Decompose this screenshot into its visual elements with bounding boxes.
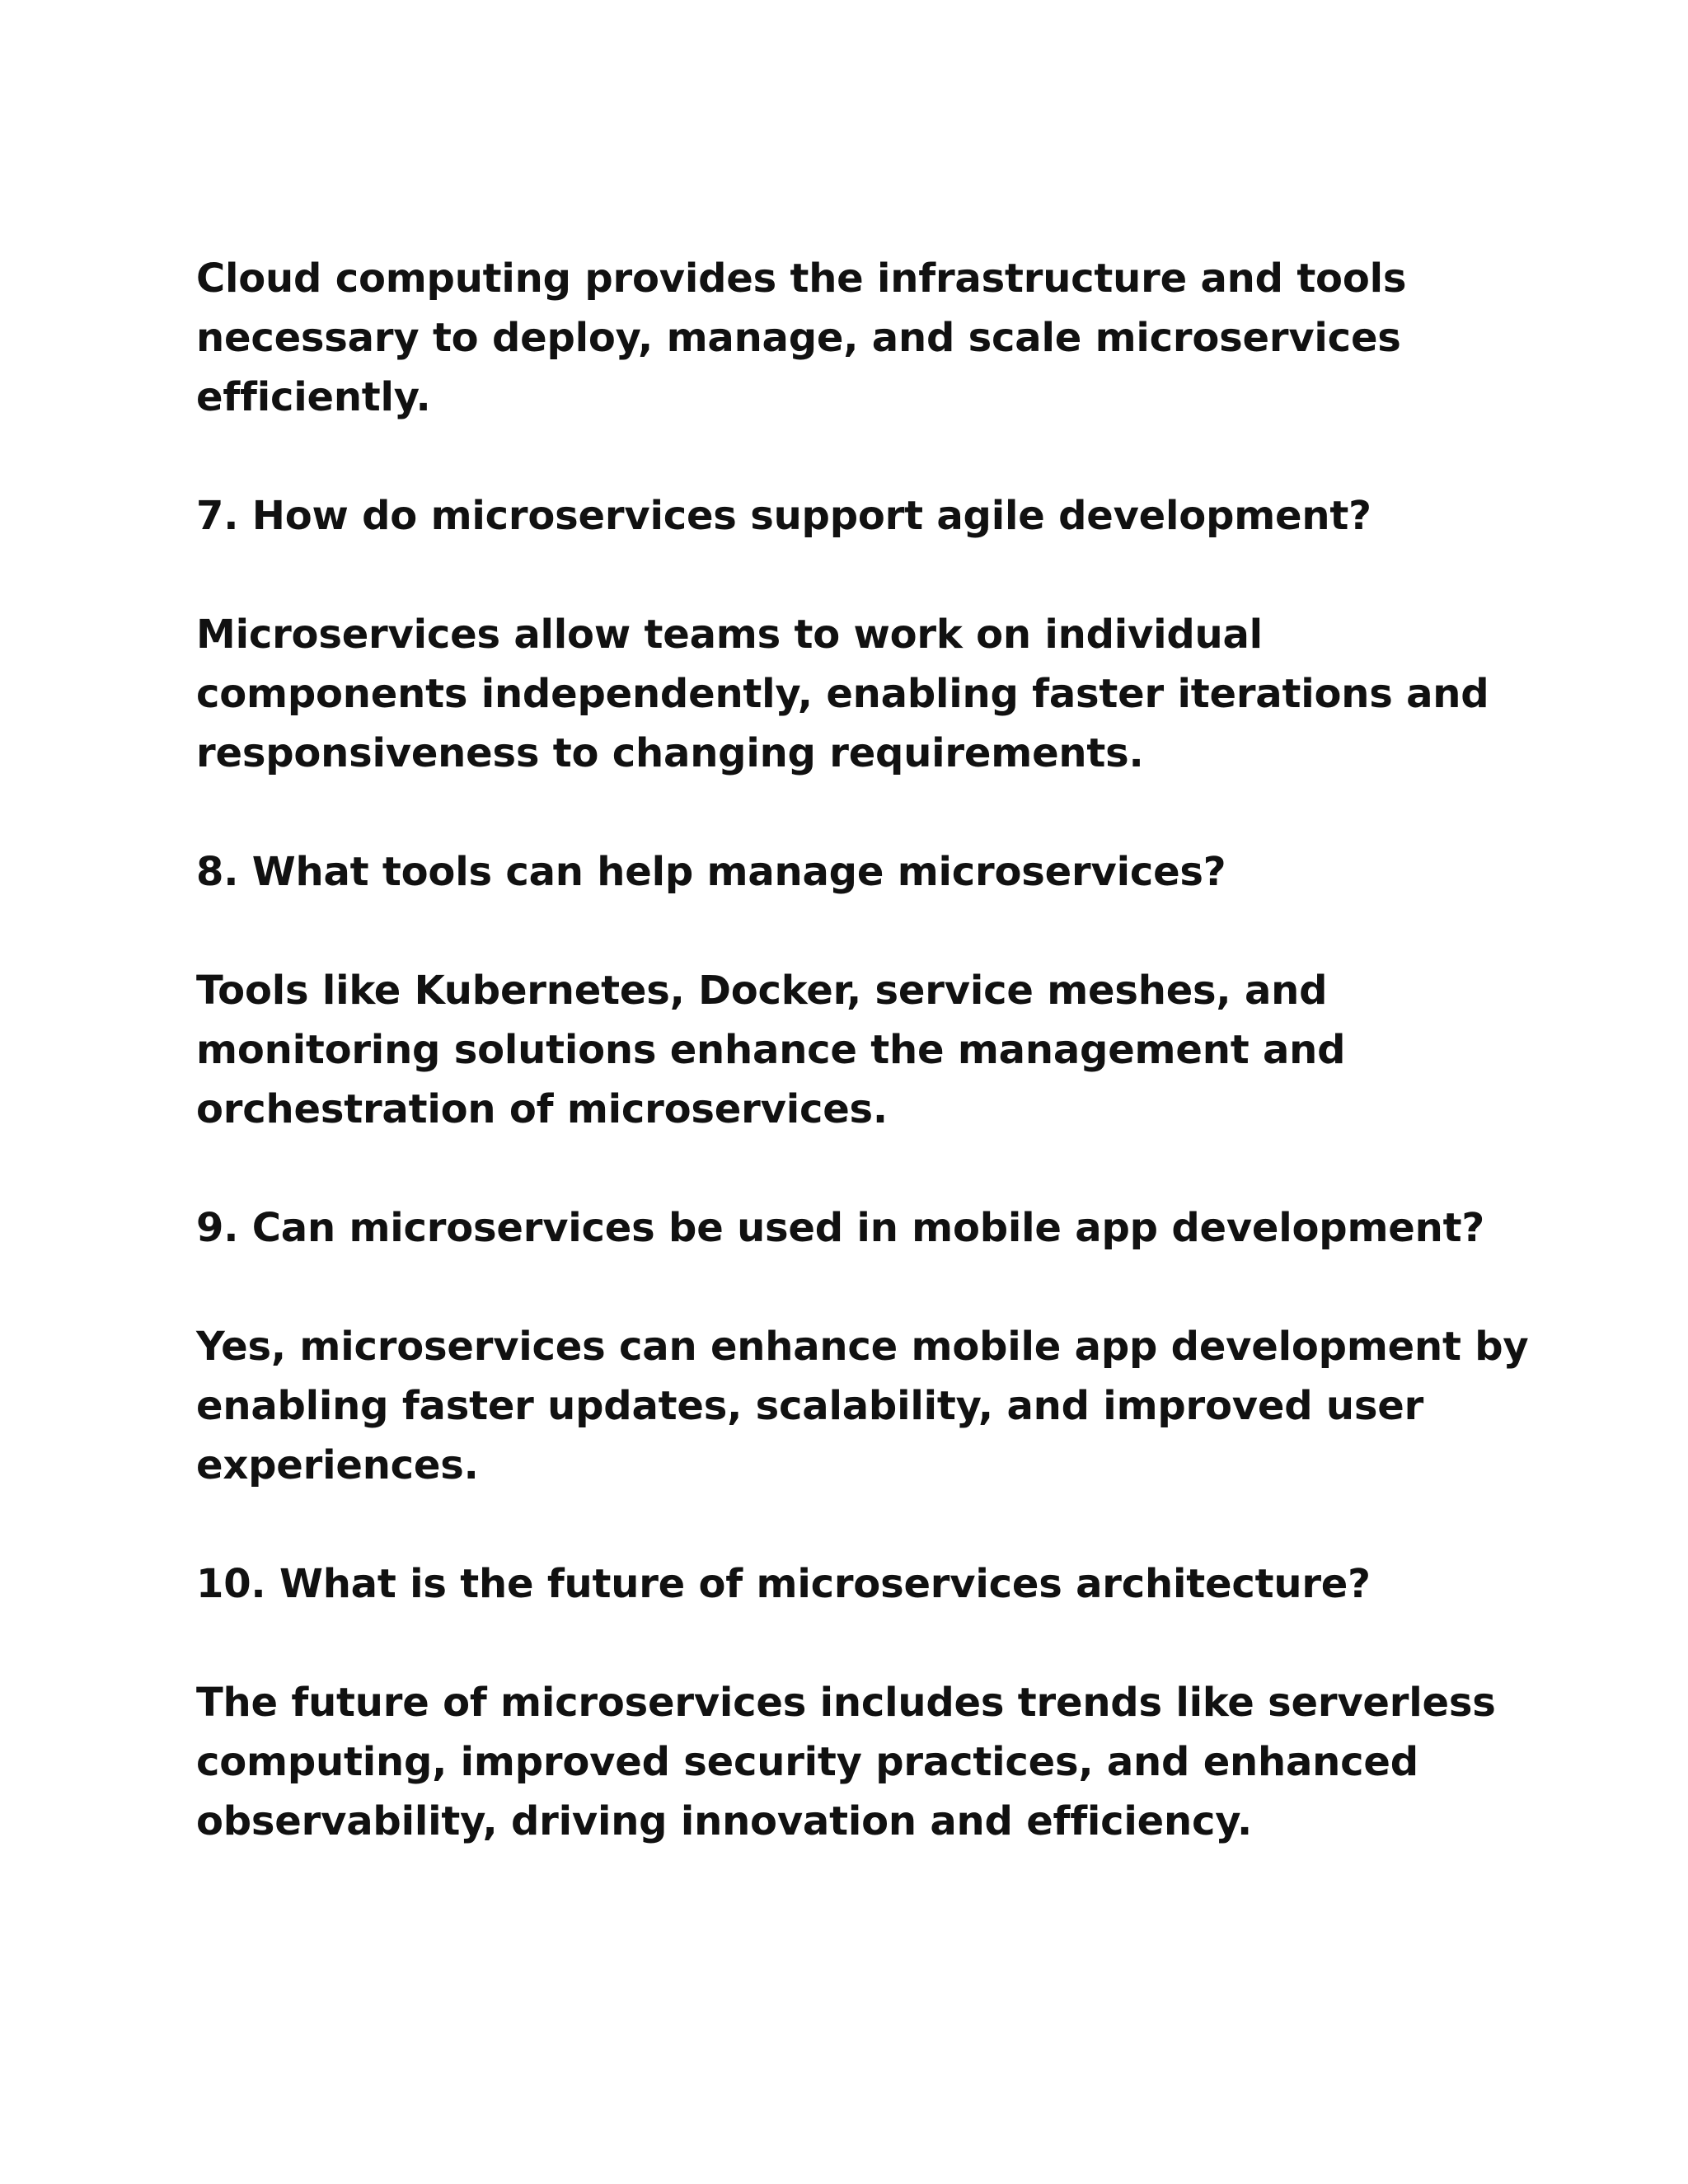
document-page [196, 249, 1531, 1910]
faq-question-8: 8. What tools can help manage microservices? [196, 849, 1226, 895]
faq-question-9: 9. Can microservices be used in mobile app development? [196, 1205, 1484, 1251]
faq-answer-9: Yes, microservices can enhance mobile app development by enabling faster updates, scalability, and improved user experiences. [196, 1324, 1529, 1488]
faq-question-7: 7. How do microservices support agile development? [196, 493, 1372, 539]
faq-answer-7: Microservices allow teams to work on individual components independently, enabling faster iterations and responsiveness to changing requirements. [196, 612, 1489, 776]
intro-answer: Cloud computing provides the infrastructure and tools necessary to deploy, manage, and scale microservices efficiently. [196, 255, 1407, 420]
faq-answer-10: The future of microservices includes trends like serverless computing, improved security practices, and enhanced observability, driving innovation and efficiency. [196, 1680, 1496, 1844]
faq-question-10: 10. What is the future of microservices architecture? [196, 1561, 1371, 1607]
faq-answer-8: Tools like Kubernetes, Docker, service meshes, and monitoring solutions enhance the management and orchestration of microservices. [196, 968, 1346, 1132]
